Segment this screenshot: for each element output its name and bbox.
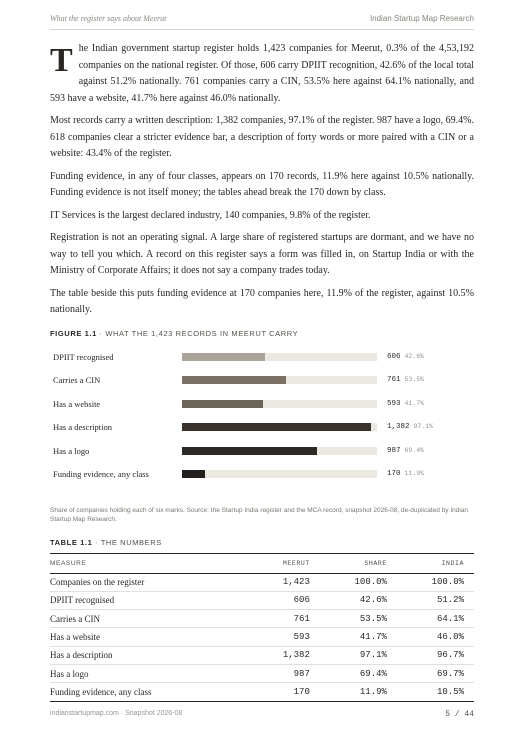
bar-row	[50, 416, 474, 438]
intro-text: he Indian government startup register holds 1,423 companies for Meerut, 0.3% of the 4,53,192 companies on the national register. Of those, 606 carry DPIIT recognition, 42.6% of the local total against 51.2% nationally. 761 companies carry a CIN, 53.5% here against 64.1% nationally, and 593 have a website, 41.7% here against 46.0% nationally.	[50, 43, 474, 104]
cell-india: 46.0%	[397, 628, 474, 646]
cell-measure: Has a description	[50, 646, 253, 664]
bar-value-label	[387, 423, 433, 431]
paragraph-funding: Funding evidence, in any of four classes, appears on 170 records, 11.9% here against 10.5% nationally. Funding evidence is not itself money; the tables ahead break the 170 down by class.	[50, 170, 474, 198]
bar-count-label: 1,382	[387, 423, 410, 431]
cell-meerut: 593	[253, 628, 320, 646]
bar	[182, 353, 265, 361]
cell-meerut: 987	[253, 664, 320, 682]
cell-meerut: 1,423	[253, 573, 320, 591]
bar-value-label	[387, 447, 424, 455]
cell-meerut: 761	[253, 610, 320, 628]
table-label: TABLE 1.1	[50, 537, 93, 547]
bar-track	[182, 376, 377, 384]
cell-india: 10.5%	[397, 683, 474, 701]
page-header	[50, 14, 474, 30]
table-caption	[50, 538, 474, 547]
bar-row	[50, 440, 474, 462]
bar-count-label: 761	[387, 376, 401, 384]
bar-count-label: 606	[387, 352, 401, 361]
bar-track	[182, 470, 377, 478]
bar	[182, 447, 317, 455]
cell-measure: DPIIT recognised	[50, 591, 253, 609]
bar-value-label	[387, 470, 424, 478]
cell-india: 64.1%	[397, 610, 474, 628]
table-row	[50, 683, 474, 701]
bar	[182, 470, 205, 478]
bar-percent-label: 41.7%	[404, 399, 425, 407]
paragraph-table-note: The table beside this puts funding evidence at 170 companies here, 11.9% of the register, against 10.5% nationally.	[50, 287, 474, 315]
series-title: Indian Startup Map Research	[369, 14, 474, 23]
cell-india: 51.2%	[397, 591, 474, 609]
paragraph-registration: Registration is not an operating signal. A large share of registered startups are dormant, and we have no way to tell you which. A record on this register says a form was filled in, on Startup India or with the Ministry of Corporate Affairs; it does not say a company trades today.	[50, 232, 474, 276]
cell-measure: Funding evidence, any class	[50, 683, 253, 701]
table-row	[50, 628, 474, 646]
bar-count-label: 170	[387, 470, 401, 478]
cell-share: 11.9%	[320, 683, 397, 701]
bar-track	[182, 447, 377, 455]
cell-india: 96.7%	[397, 646, 474, 664]
bar-track	[182, 423, 377, 431]
footer-source: indianstartupmap.com · Snapshot 2026-08	[50, 710, 183, 717]
cell-india: 100.0%	[397, 573, 474, 591]
bar-category-label: Carries a CIN	[53, 375, 101, 385]
cell-share: 53.5%	[320, 610, 397, 628]
figure-title: · WHAT THE 1,423 RECORDS IN MEERUT CARRY	[99, 328, 299, 338]
table-row	[50, 664, 474, 682]
column-header-india: INDIA	[397, 553, 474, 573]
bar-percent-label: 42.6%	[404, 352, 425, 360]
cell-meerut: 170	[253, 683, 320, 701]
figure-label: FIGURE 1.1	[50, 328, 97, 338]
bar	[182, 376, 286, 384]
bar-count-label: 593	[387, 399, 401, 408]
bar-percent-label: 69.4%	[404, 446, 425, 454]
table-row	[50, 646, 474, 664]
cell-share: 41.7%	[320, 628, 397, 646]
column-header-measure: MEASURE	[50, 553, 253, 573]
table-header-row	[50, 553, 474, 573]
cell-share: 97.1%	[320, 646, 397, 664]
bar	[182, 423, 371, 431]
paragraph-description: Most records carry a written description: 1,382 companies, 97.1% of the register. 987 have a logo, 69.4%. 618 companies clear a stricter evidence bar, a description of forty words or more paired with a CIN or a website: 43.4% of the register.	[50, 115, 474, 159]
bar-category-label: Has a logo	[53, 445, 90, 456]
bar-count-label: 987	[387, 446, 401, 455]
page-number: 5 / 44	[445, 710, 474, 719]
bar-percent-label: 53.5%	[404, 376, 425, 383]
figure-source-note: Share of companies holding each of six marks. Source: the Startup India register and the MCA record, snapshot 2026-08, de-duplicated by Indian Startup Map Research.	[50, 506, 469, 523]
cell-share: 100.0%	[320, 573, 397, 591]
table-row	[50, 610, 474, 628]
cell-measure: Has a logo	[50, 664, 253, 682]
table-row	[50, 573, 474, 591]
cell-meerut: 1,382	[253, 646, 320, 664]
bar-value-label	[387, 400, 424, 408]
bar-row	[50, 463, 474, 485]
bar-track	[182, 353, 377, 361]
bar-category-label: Has a website	[53, 398, 101, 409]
numbers-table	[50, 553, 474, 702]
column-header-share: SHARE	[320, 553, 397, 573]
cell-share: 69.4%	[320, 664, 397, 682]
running-title: What the register says about Meerut	[50, 14, 167, 23]
bar-value-label	[387, 353, 424, 361]
paragraph-industry: IT Services is the largest declared industry, 140 companies, 9.8% of the register.	[50, 209, 371, 221]
cell-measure: Has a website	[50, 628, 253, 646]
cell-measure: Carries a CIN	[50, 610, 253, 628]
bar-value-label	[387, 376, 424, 384]
cell-india: 69.7%	[397, 664, 474, 682]
main-content	[50, 41, 474, 702]
intro-paragraph	[50, 41, 474, 107]
column-header-meerut: MEERUT	[253, 553, 320, 573]
bar-row	[50, 369, 474, 391]
bar-percent-label: 11.9%	[404, 470, 425, 477]
drop-cap: T	[50, 42, 73, 79]
bar-category-label: DPIIT recognised	[53, 351, 114, 362]
bar-percent-label: 97.1%	[413, 423, 434, 430]
page-footer	[50, 710, 474, 719]
bar-track	[182, 400, 377, 408]
cell-share: 42.6%	[320, 591, 397, 609]
cell-measure: Companies on the register	[50, 573, 253, 591]
figure-caption	[50, 329, 474, 338]
table-title: · THE NUMBERS	[95, 537, 162, 547]
table-row	[50, 591, 474, 609]
bar-category-label: Funding evidence, any class	[53, 469, 149, 479]
bar-row	[50, 393, 474, 415]
bar	[182, 400, 263, 408]
cell-meerut: 606	[253, 591, 320, 609]
bar-category-label: Has a description	[53, 422, 113, 432]
bar-chart	[50, 346, 474, 500]
bar-row	[50, 346, 474, 368]
